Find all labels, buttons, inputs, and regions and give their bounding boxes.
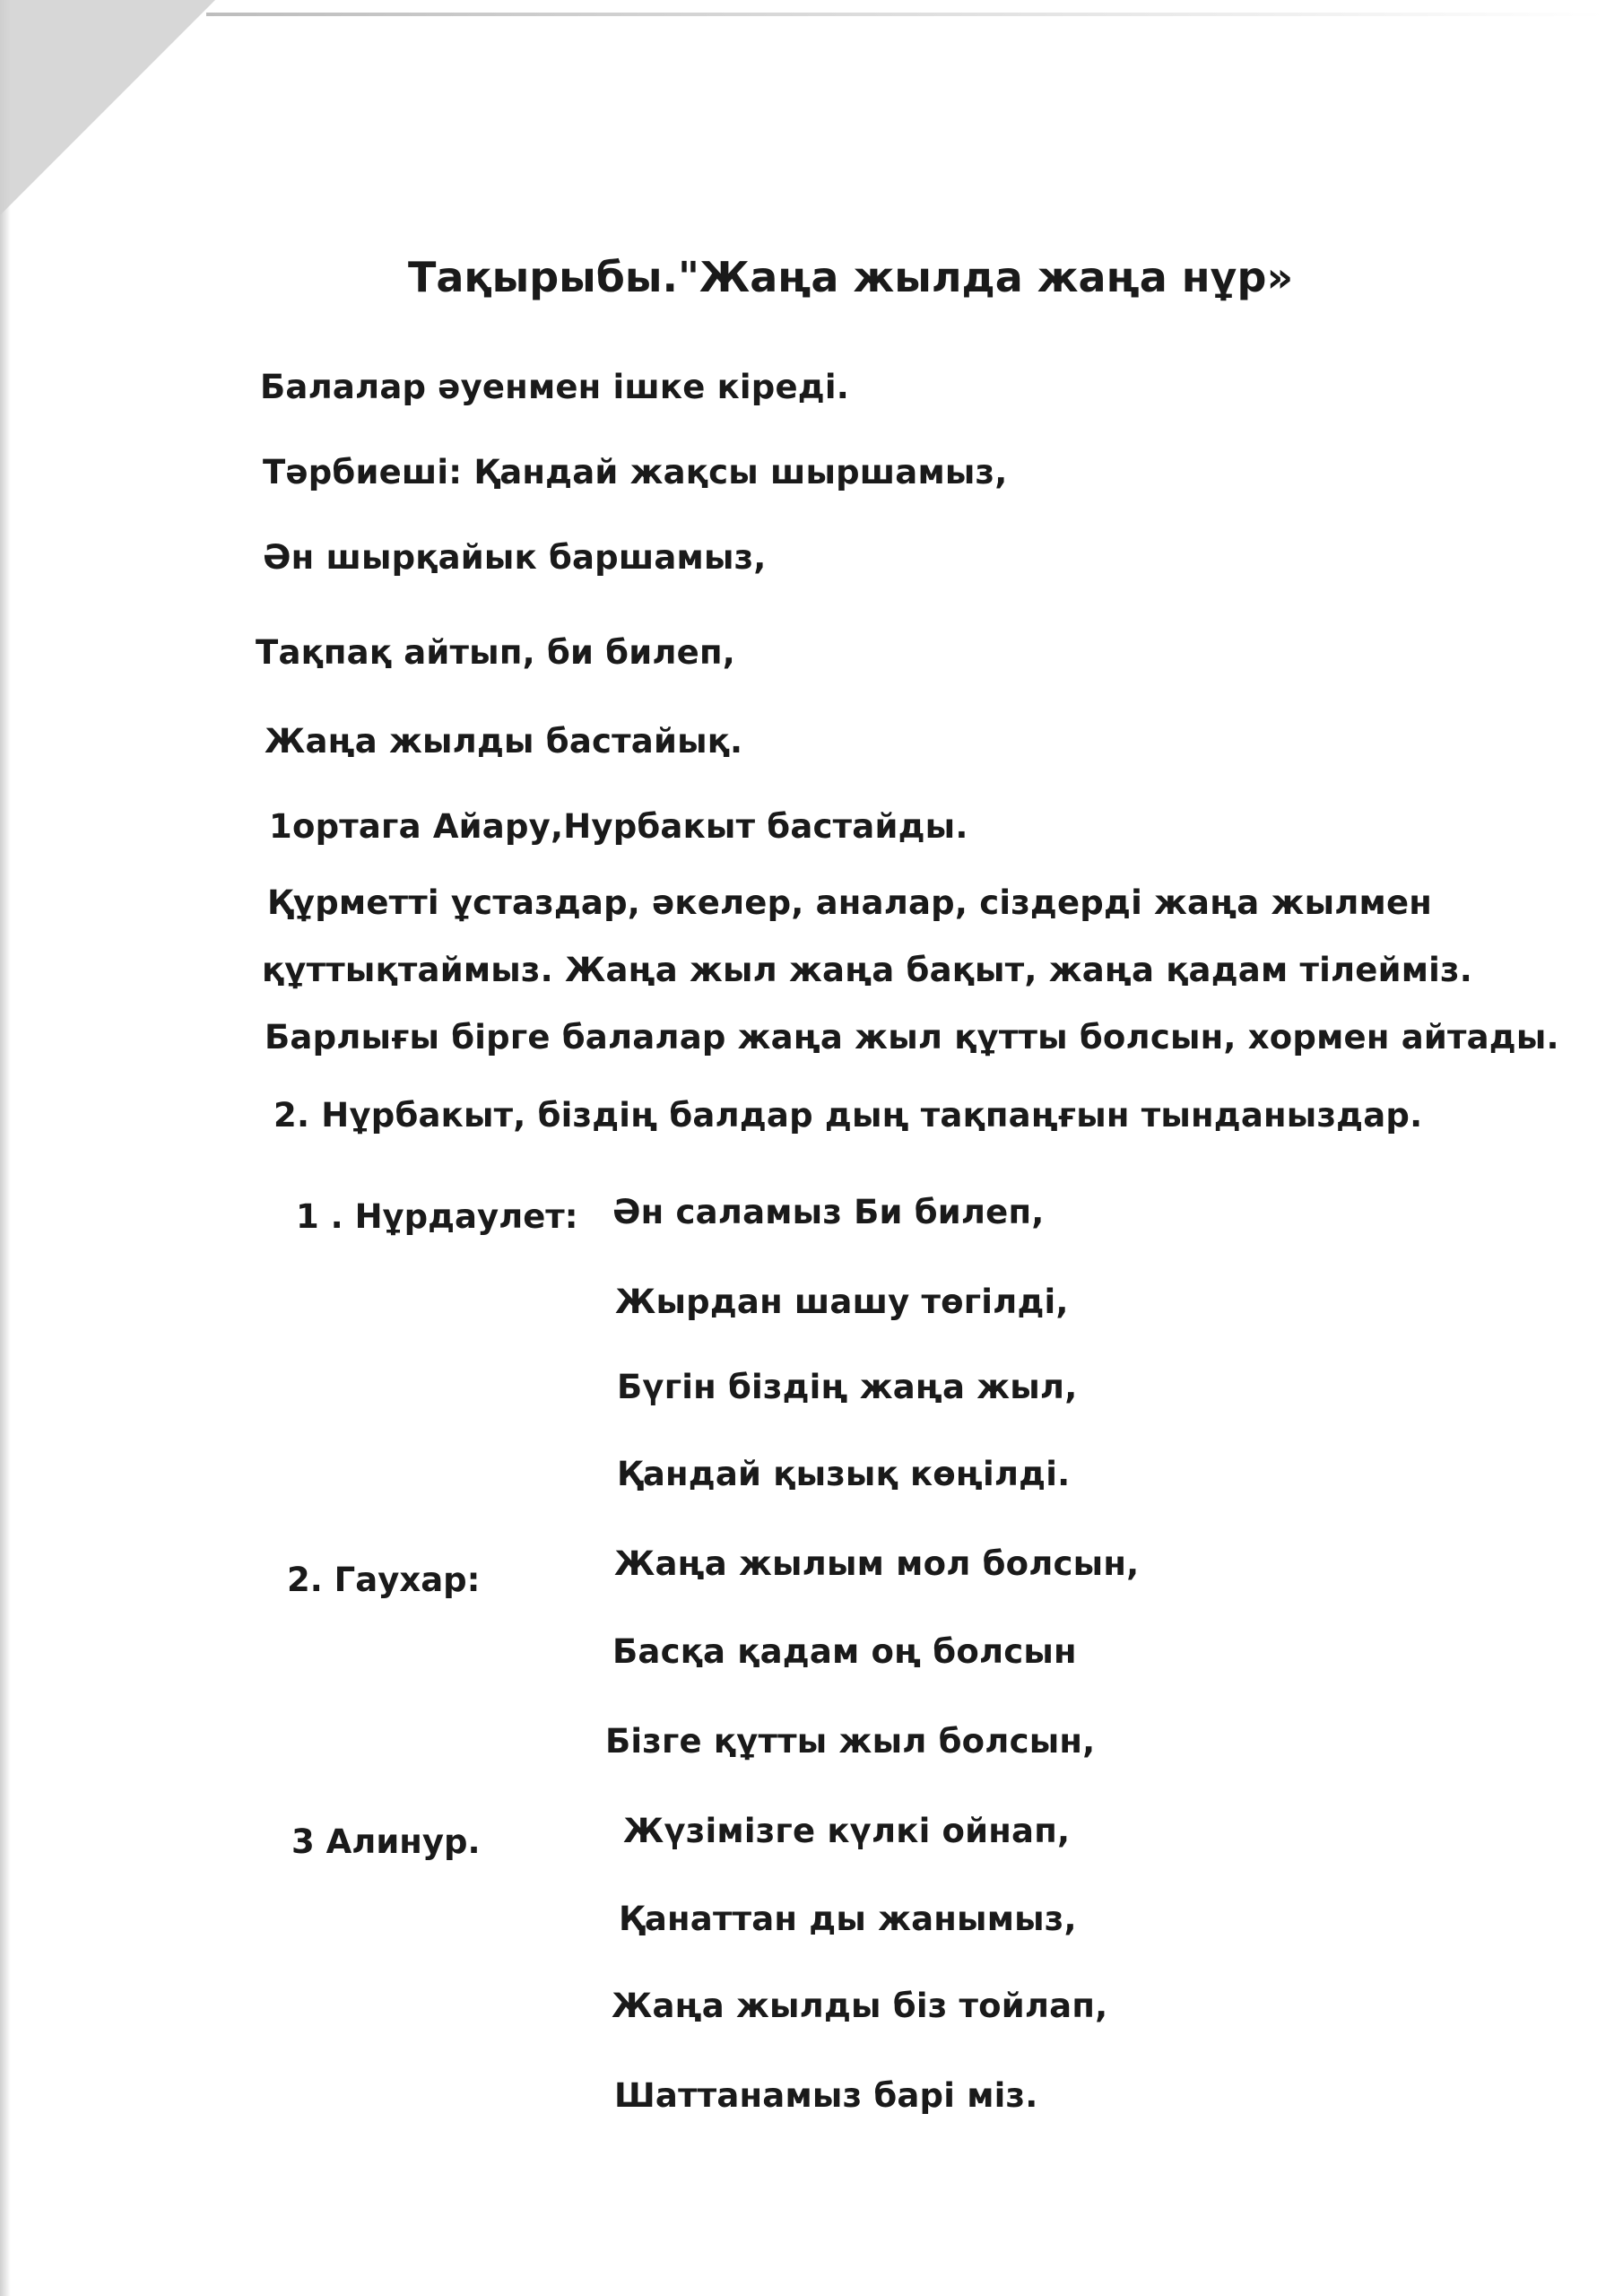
- scan-edge-shadow: [0, 0, 11, 2296]
- text-line: Жаңа жылды бастайық.: [265, 722, 743, 761]
- verse-line: Жаңа жылды біз тойлап,: [612, 1987, 1108, 2025]
- verse-line: Жүзімізге күлкі ойнап,: [623, 1812, 1071, 1850]
- verse-line: Қандай қызық көңілді.: [617, 1455, 1071, 1493]
- page-title: Тақырыбы."Жаңа жылда жаңа нұр»: [408, 253, 1294, 301]
- text-line: Балалар әуенмен ішке кіреді.: [260, 368, 849, 406]
- paragraph-line: Барлығы бірге балалар жаңа жыл құтты болсын, хормен айтады.: [265, 1018, 1559, 1057]
- announcement-line: 2. Нұрбакыт, біздің балдар дың тақпаңғын тынданыздар.: [273, 1096, 1423, 1135]
- scan-top-edge: [206, 13, 1605, 16]
- verse-line: Шаттанамыз барі міз.: [614, 2076, 1038, 2115]
- text-line: Тақпақ айтып, би билеп,: [256, 633, 735, 672]
- folded-corner: [0, 0, 215, 215]
- verse-line: Қанаттан ды жанымыз,: [619, 1900, 1077, 1938]
- text-line: Ән шырқайык баршамыз,: [263, 538, 767, 577]
- verse-line: Бізге құтты жыл болсын,: [605, 1722, 1096, 1761]
- paragraph-line: Құрметті ұстаздар, әкелер, аналар, сіздерді жаңа жылмен: [267, 883, 1433, 922]
- text-line: 1ортага Айару,Нурбакыт бастайды.: [269, 807, 968, 846]
- verse-line: Бүгін біздің жаңа жыл,: [617, 1368, 1078, 1406]
- verse-line: Жырдан шашу төгілді,: [615, 1283, 1069, 1321]
- speaker-name: 1 . Нұрдаулет:: [296, 1197, 578, 1236]
- paragraph-line: құттықтаймыз. Жаңа жыл жаңа бақыт, жаңа қадам тілейміз.: [262, 951, 1472, 989]
- verse-line: Басқа қадам оң болсын: [612, 1632, 1077, 1671]
- speaker-name: 3 Алинур.: [291, 1822, 481, 1861]
- text-line: Тәрбиеші: Қандай жақсы шыршамыз,: [263, 453, 1008, 491]
- verse-line: Ән саламыз Би билеп,: [612, 1193, 1045, 1231]
- speaker-name: 2. Гаухар:: [287, 1561, 481, 1599]
- verse-line: Жаңа жылым мол болсын,: [614, 1544, 1140, 1583]
